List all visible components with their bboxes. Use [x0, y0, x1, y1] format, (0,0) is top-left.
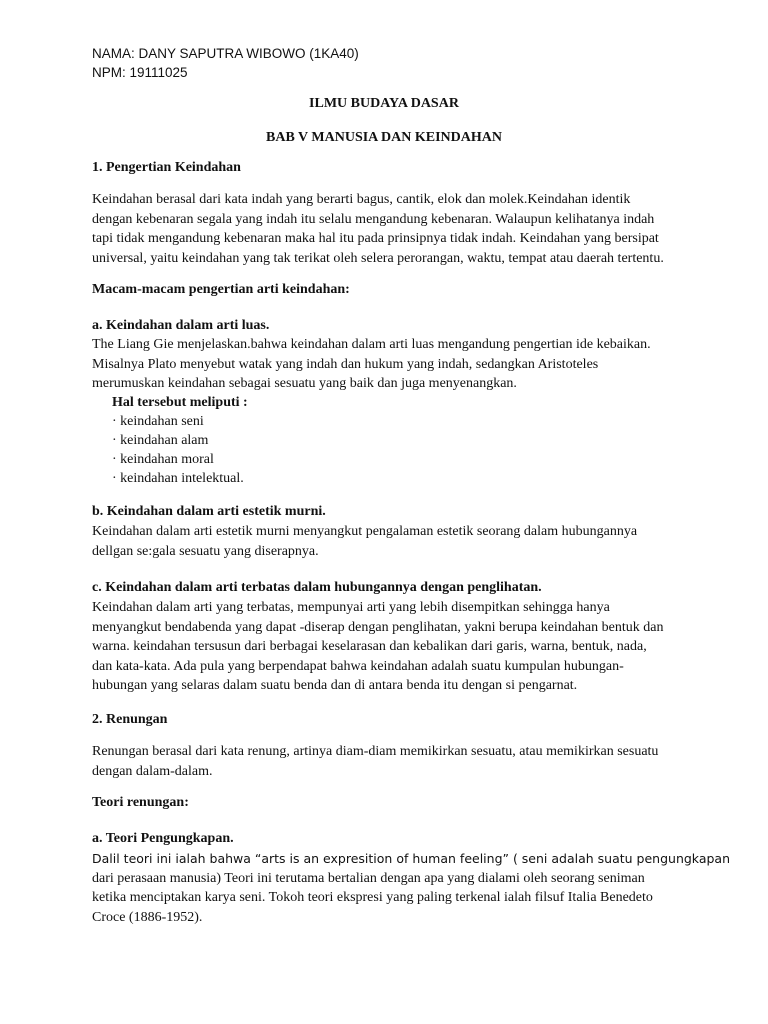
paragraph-line: Croce (1886-1952). [92, 909, 203, 925]
section-2-paragraph [92, 742, 692, 781]
paragraph-line: merumuskan keindahan sebagai sesuatu yang baik dan juga menyenangkan. [92, 376, 517, 392]
teori-heading: Teori renungan: [92, 795, 189, 810]
paragraph-line: Renungan berasal dari kata renung, artinya diam-diam memikirkan sesuatu, atau memikirkan sesuatu [92, 744, 659, 759]
paragraph-line: ketika menciptakan karya seni. Tokoh teori ekspresi yang paling terkenal ialah filsuf Italia Benedeto [92, 890, 653, 906]
paragraph-line: tapi tidak mengandung kebenaran maka hal itu pada prinsipnya tidak indah. Keindahan yang bersipat [92, 231, 659, 247]
paragraph-line: dan kata-kata. Ada pula yang berpendapat bahwa keindahan adalah suatu kumpulan hubungan- [92, 658, 624, 674]
student-npm: NPM: 19111025 [92, 65, 188, 80]
paragraph-line: menyangkut bendabenda yang dapat -diserap dengan penglihatan, yakni berupa keindahan bentuk dan [92, 619, 664, 635]
list-item: · keindahan alam [112, 433, 209, 448]
subsection-b-heading: b. Keindahan dalam arti estetik murni. [92, 504, 326, 519]
section-1-heading: 1. Pengertian Keindahan [92, 160, 241, 175]
paragraph-line: dengan dalam-dalam. [92, 763, 213, 779]
paragraph-line: Misalnya Plato menyebut watak yang indah dan hukum yang indah, sedangkan Aristoteles [92, 356, 599, 372]
list-item: · keindahan seni [112, 414, 204, 429]
subsection-a-heading: a. Keindahan dalam arti luas. [92, 318, 270, 333]
list-item: · keindahan moral [112, 452, 214, 467]
student-header [92, 44, 359, 82]
paragraph-line: dellgan se:gala sesuatu yang diserapnya. [92, 543, 319, 559]
paragraph-line: The Liang Gie menjelaskan.bahwa keindahan dalam arti luas mengandung pengertian ide kebaikan. [92, 337, 651, 352]
paragraph-line: dari perasaan manusia) Teori ini terutama bertalian dengan apa yang dialami oleh seorang seniman [92, 870, 645, 886]
paragraph-line: Keindahan dalam arti estetik murni menyangkut pengalaman estetik seorang dalam hubungannya [92, 524, 638, 539]
paragraph-line: Keindahan dalam arti yang terbatas, mempunyai arti yang lebih disempitkan sehingga hanya [92, 600, 610, 615]
section-2-heading: 2. Renungan [92, 712, 168, 727]
macam-heading: Macam-macam pengertian arti keindahan: [92, 282, 350, 297]
paragraph-line: hubungan yang selaras dalam suatu benda dan di antara benda itu dengan si pengarnat. [92, 678, 578, 694]
paragraph-line: Dalil teori ini ialah bahwa “arts is an expresition of human feeling” ( seni adalah suatu pengungkapan [92, 851, 731, 866]
subsection-a-paragraph [92, 335, 682, 394]
student-name: NAMA: DANY SAPUTRA WIBOWO (1KA40) [92, 46, 359, 61]
section-1-paragraph [92, 190, 692, 268]
teori-a-paragraph [92, 849, 731, 927]
paragraph-line: warna. keindahan tersusun dari berbagai keselarasan dan kebalikan dari garis, warna, bentuk, nada, [92, 639, 647, 655]
subsection-c-heading: c. Keindahan dalam arti terbatas dalam hubungannya dengan penglihatan. [92, 580, 542, 595]
list-heading: Hal tersebut meliputi : [112, 395, 248, 410]
subsection-c-paragraph [92, 598, 692, 696]
document-title: ILMU BUDAYA DASAR [309, 96, 459, 111]
paragraph-line: universal, yaitu keindahan yang tak terikat oleh selera perorangan, waktu, tempat atau daerah tertentu. [92, 250, 664, 266]
chapter-title: BAB V MANUSIA DAN KEINDAHAN [266, 130, 502, 145]
subsection-b-paragraph [92, 522, 682, 561]
list-item: · keindahan intelektual. [112, 471, 244, 486]
teori-a-heading: a. Teori Pengungkapan. [92, 831, 234, 846]
meliputi-list [92, 393, 682, 488]
paragraph-line: Keindahan berasal dari kata indah yang berarti bagus, cantik, elok dan molek.Keindahan identik [92, 192, 631, 207]
paragraph-line: dengan kebenaran segala yang indah itu selalu mengandung kebenaran. Walaupun kelihatanya indah [92, 211, 655, 227]
